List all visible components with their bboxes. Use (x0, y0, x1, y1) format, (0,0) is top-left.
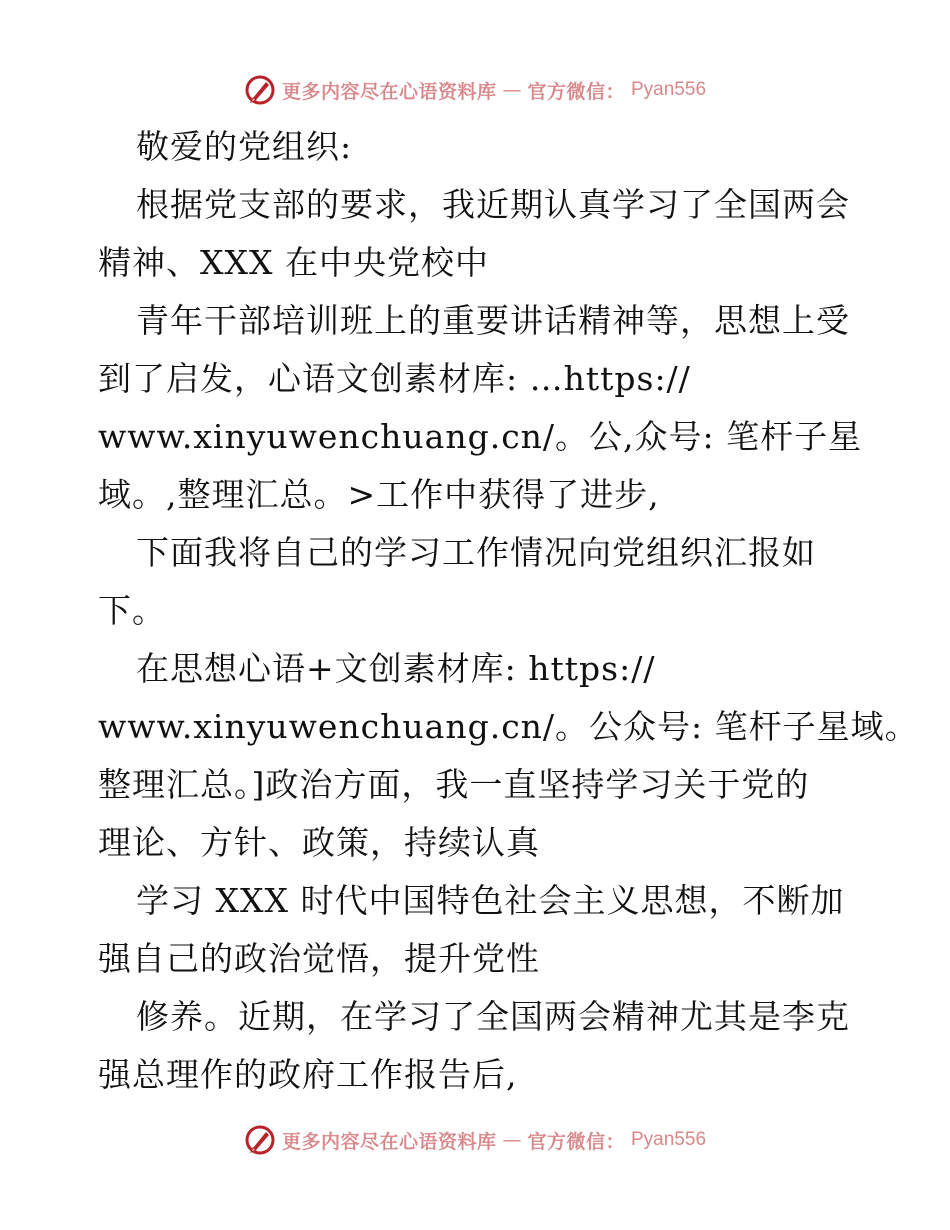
text-line: 强总理作的政府工作报告后, (98, 1055, 518, 1094)
text-line: 精神、XXX 在中央党校中 (98, 243, 489, 282)
footer-banner (0, 1120, 950, 1160)
pen-logo-icon (244, 1124, 276, 1156)
text-line: 青年干部培训班上的重要讲话精神等，思想上受 (136, 301, 850, 340)
text-line: 修养。近期，在学习了全国两会精神尤其是李克 (136, 997, 850, 1036)
text-line: 理论、方针、政策，持续认真 (98, 823, 540, 862)
text-line: 根据党支部的要求，我近期认真学习了全国两会 (136, 185, 850, 224)
document-body (98, 118, 919, 1104)
header-wechat-label: 官方微信： (527, 80, 625, 103)
text-line: www.xinyuwenchuang.cn/。公,众号: 笔杆子星 (98, 417, 863, 456)
text-line: 域。,整理汇总。>工作中获得了进步, (98, 475, 660, 514)
text-line: 强自己的政治觉悟，提升党性 (98, 939, 540, 978)
header-site-text: 更多内容尽在心语资料库 (281, 80, 497, 103)
text-line: 学习 XXX 时代中国特色社会主义思想，不断加 (136, 881, 845, 920)
header-separator: — (502, 79, 522, 101)
header-wechat-id: Pyan556 (631, 79, 707, 100)
text-line: 下面我将自己的学习工作情况向党组织汇报如 (136, 533, 816, 572)
text-line: 整理汇总。]政治方面，我一直坚持学习关于党的 (98, 765, 810, 804)
footer-wechat-id: Pyan556 (631, 1129, 707, 1150)
text-line: www.xinyuwenchuang.cn/。公众号: 笔杆子星域。 (98, 707, 919, 746)
text-line: 到了启发，心语文创素材库: …https:// (98, 359, 691, 398)
text-line: 在思想心语+文创素材库: https:// (136, 649, 656, 688)
footer-site-text: 更多内容尽在心语资料库 (281, 1130, 497, 1153)
header-banner (0, 70, 950, 110)
footer-wechat-label: 官方微信： (527, 1130, 625, 1153)
footer-separator: — (502, 1129, 522, 1151)
text-line: 下。 (98, 591, 166, 630)
pen-logo-icon (244, 74, 276, 106)
text-line: 敬爱的党组织: (136, 127, 353, 166)
